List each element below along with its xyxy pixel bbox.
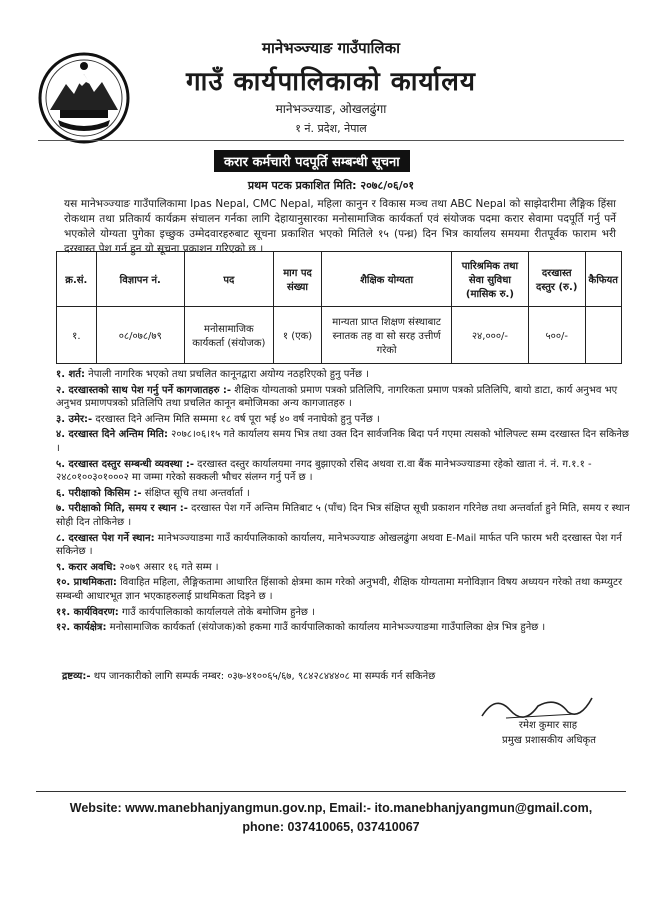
condition-label: ६. परीक्षाको किसिम :-	[56, 487, 142, 499]
header-post: पद	[184, 252, 273, 307]
notice-title: करार कर्मचारी पदपूर्ति सम्बन्धी सूचना	[214, 150, 410, 172]
header-qualification: शैक्षिक योग्यता	[322, 252, 452, 307]
signatory-title: प्रमुख प्रशासकीय अधिकृत	[502, 735, 596, 746]
footer-contact-line2: phone: 037410065, 037410067	[242, 820, 420, 834]
header-ad-no: विज्ञापन नं.	[96, 252, 184, 307]
condition-label: १. शर्त:	[56, 369, 85, 380]
condition-text: नेपाली नागरिक भएको तथा प्रचलित कानूनद्वारा अयोग्य नठहरिएको हुनु पर्नेछ ।	[84, 369, 369, 380]
condition-text: गाउँ कार्यपालिकाको कार्यालयले तोके बमोजिम हुनेछ ।	[118, 606, 315, 618]
office-name: गाउँ कार्यपालिकाको कार्यालय	[186, 67, 476, 97]
list-item	[56, 576, 630, 603]
list-item	[56, 621, 630, 635]
header-divider	[38, 140, 624, 141]
header-salary: पारिश्रमिक तथा सेवा सुविधा (मासिक रु.)	[451, 252, 528, 307]
condition-label: ३. उमेर:-	[56, 413, 93, 425]
condition-label: १२. कार्यक्षेत्र:	[56, 622, 107, 634]
office-location: मानेभञ्ज्याङ, ओखलढुंगा	[275, 102, 387, 116]
list-item	[56, 606, 630, 620]
cell-quantity: १ (एक)	[273, 307, 321, 364]
table-header-row	[57, 252, 622, 307]
cell-post: मनोसामाजिक कार्यकर्ता (संयोजक)	[184, 307, 273, 364]
condition-text: दरखास्त दिने अन्तिम मिति सम्ममा १८ वर्ष पूरा भई ४० वर्ष ननाघेको हुनु पर्नेछ ।	[92, 413, 380, 425]
note-label: द्रष्टव्य:-	[62, 671, 91, 682]
cell-ad-no: ०८/०७८/७९	[96, 307, 184, 364]
condition-text: दरखास्त पेश गर्ने अन्तिम मितिबाट ५ (पाँच) दिन भित्र संक्षिप्त सूची प्रकाशन गरिनेछ तथा अन्तर्वार्ता हुने मिति, समय र स्थान सोही दिन तोकिनेछ ।	[56, 503, 630, 528]
header-remarks: कैफियत	[585, 252, 621, 307]
cell-sn: १.	[57, 307, 97, 364]
notice-intro: यस मानेभञ्ज्याङ गाउँपालिकामा Ipas Nepal, CMC Nepal, महिला कानुन र विकास मञ्च तथा ABC Nepal को साझेदारीमा लैङ्गिक हिंसा रोकथाम तथा प्रतिकार्य कार्यक्रम संचालन गर्नका लागि देहायानुसारका मनोसामाजिक कार्यकर्ता एवं संयोजक पदमा करार सेवामा पदपूर्ति गर्नु पर्ने भएकोले योग्यता पुगेका इच्छुक उम्मेदवारहरुबाट सूचना प्रकाशित भएको मितिले १५ (पन्ध्र) दिन भित्र कार्यालय समयमा रीतपूर्वक फाराम भरी दरखास्त पेश गर्न हुन यो सूचना प्रकाशन गरिएको छ ।	[64, 198, 616, 255]
list-item	[56, 413, 630, 427]
condition-label: ११. कार्यविवरण:	[56, 606, 119, 618]
condition-label: १०. प्राथमिकता:	[56, 577, 117, 589]
list-item	[56, 368, 630, 382]
cell-remarks	[585, 307, 621, 364]
conditions-list	[56, 368, 630, 637]
list-item	[56, 458, 630, 485]
cell-qualification: मान्यता प्राप्त शिक्षण संस्थाबाट स्नातक तह वा सो सरह उत्तीर्ण गरेको	[322, 307, 452, 364]
condition-label: २. दरखास्तको साथ पेश गर्नु पर्ने कागजातहरु :-	[56, 384, 232, 396]
province-label: १ नं. प्रदेश, नेपाल	[295, 122, 367, 135]
header-fee: दरखास्त दस्तुर (रु.)	[528, 252, 585, 307]
contact-note	[62, 668, 622, 682]
condition-label: ९. करार अवधि:	[56, 561, 117, 573]
condition-label: ५. दरखास्त दस्तुर सम्बन्धी व्यवस्था :-	[56, 458, 194, 470]
condition-text: २०७८।०६।१५ गते कार्यालय समय भित्र तथा उक्त दिन सार्वजनिक बिदा पर्न गएमा त्यसको भोलिपल्ट सम्म दरखास्त दिन सकिनेछ ।	[56, 429, 629, 454]
condition-text: मानेभञ्ज्याङमा गाउँ कार्यपालिकाको कार्यालय, मानेभञ्ज्याङ ओखलढुंगा अथवा E-Mail मार्फत पनि फारम भरी दरखास्त पेश गर्न सकिनेछ ।	[56, 532, 622, 558]
list-item	[56, 532, 630, 559]
condition-label: ४. दरखास्त दिने अन्तिम मिति:	[56, 429, 168, 441]
note-text: थप जानकारीको लागि सम्पर्क नम्बर: ०३७-४१००६५/६७, ९८४२८४४४०८ मा सम्पर्क गर्न सकिनेछ	[90, 671, 436, 682]
condition-text: विवाहित महिला, लैङ्गिकतामा आधारित हिंसाको क्षेत्रमा काम गरेको अनुभवी, शैक्षिक योग्यतामा मनोविज्ञान विषय अध्ययन गरेको तथा कम्प्युटर सम्बन्धी आधारभूत ज्ञान भएकाहरुलाई प्राथमिकता दिइने छ ।	[56, 577, 623, 602]
footer-contact-line1: Website: www.manebhanjyangmun.gov.np, Email:- ito.manebhanjyangmun@gmail.com,	[69, 801, 593, 815]
footer-divider	[36, 791, 626, 792]
publish-date: प्रथम पटक प्रकाशित मिति: २०७८/०६/०१	[247, 179, 415, 192]
list-item	[56, 428, 630, 455]
vacancy-table	[56, 251, 622, 364]
table-row	[57, 307, 622, 364]
condition-text: मनोसामाजिक कार्यकर्ता (संयोजक)को हकमा गाउँ कार्यपालिकाको कार्यालय मानेभञ्ज्याङमा गाउँपालिका क्षेत्र भित्र हुनेछ ।	[106, 622, 546, 634]
cell-fee: ५००/-	[528, 307, 585, 364]
condition-text: शैक्षिक योग्यताको प्रमाण पत्रको प्रतिलिपि, नागरिकता प्रमाण पत्रको प्रतिलिपि, बायो डाटा, कार्य अनुभव भए अनुभव प्रमाणपत्रको प्रतिलिपि तथा प्रचलित कानून बमोजिमका अन्य कागजातहरु ।	[56, 384, 618, 410]
cell-salary: २४,०००/-	[451, 307, 528, 364]
list-item	[56, 502, 630, 529]
condition-label: ८. दरखास्त पेश गर्ने स्थान:	[56, 532, 155, 544]
condition-text: दरखास्त दस्तुर कार्यालयमा नगद बुझाएको रसिद अथवा रा.वा बैंक मानेभञ्ज्याङमा रहेको खाता नं. नं. ग.१.१ - २४८०१००३०१०००२ मा जम्मा गरेको सक्कली भौचर संलग्न गर्नु पर्ने छ ।	[56, 458, 592, 484]
signatory-name: रमेश कुमार साह	[518, 720, 578, 731]
condition-text: २०७९ असार १६ गते सम्म ।	[116, 561, 219, 573]
list-item	[56, 384, 630, 411]
list-item	[56, 561, 630, 575]
header-quantity: माग पद संख्या	[273, 252, 321, 307]
header-sn: क्र.सं.	[57, 252, 97, 307]
condition-label: ७. परीक्षाको मिति, समय र स्थान :-	[56, 503, 188, 515]
list-item	[56, 487, 630, 501]
municipality-name: मानेभञ्ज्याङ गाउँपालिका	[261, 39, 401, 57]
condition-text: संक्षिप्त सूचि तथा अन्तर्वार्ता ।	[141, 487, 250, 499]
